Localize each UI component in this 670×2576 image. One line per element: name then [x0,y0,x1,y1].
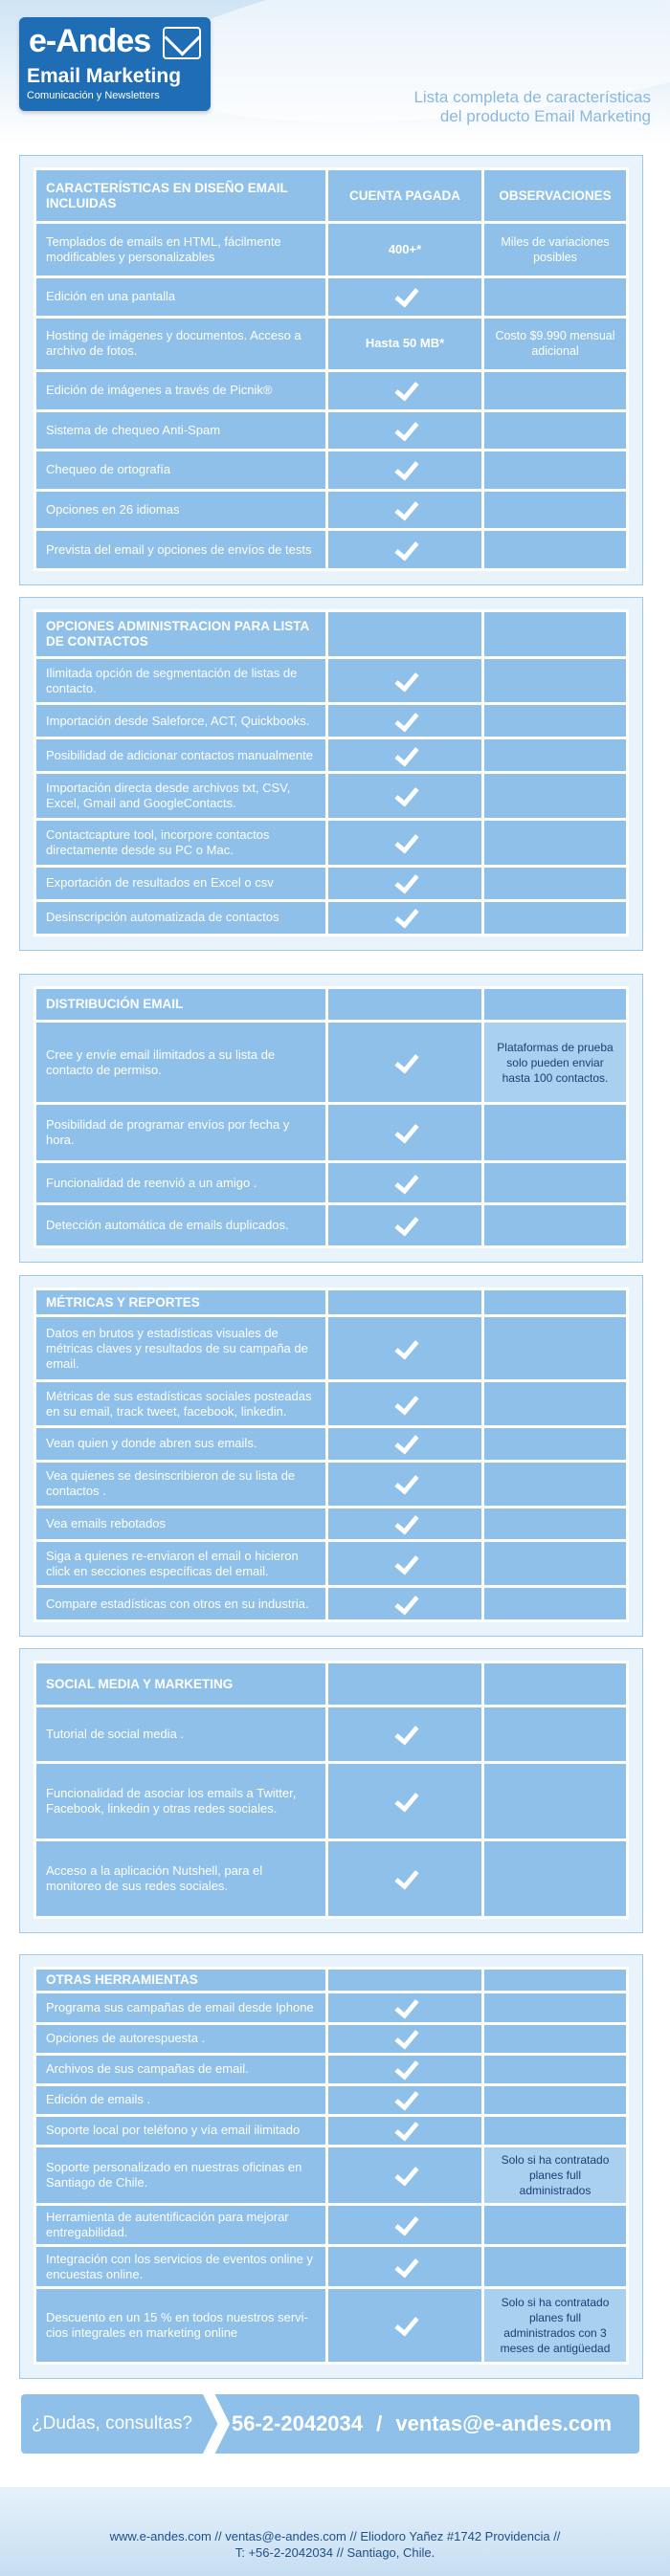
feature-included [328,2086,481,2114]
table-row [36,659,626,703]
table-row [36,1841,626,1916]
table-row [36,1508,626,1540]
feature-label: Importación desde Saleforce, ACT, Quickbooks. [36,705,325,737]
table-row [36,1463,626,1506]
feature-label: Acceso a la aplicación Nutshell, para el monitoreo de sus redes sociales. [36,1841,325,1916]
column-header-plan [328,1290,481,1314]
observation-cell-empty [484,2117,626,2145]
column-header-plan [328,1970,481,1991]
feature-label: Archivos de sus campañas de email. [36,2056,325,2083]
feature-label: Hosting de imágenes y documentos. Acceso a archivo de fotos. [36,319,325,369]
table-row [36,1707,626,1761]
section-herramientas [19,1954,643,2379]
feature-label: Soporte local por teléfono y vía email ilimitado [36,2117,325,2145]
observation-cell-empty [484,2247,626,2285]
feature-included [328,1428,481,1460]
feature-label: Herramienta de autentificación para mejorar entregabilidad. [36,2206,325,2244]
feature-included [328,821,481,865]
feature-included [328,2056,481,2083]
checkmark-icon [391,1122,418,1139]
checkmark-icon [391,1433,418,1450]
section-title: OTRAS HERRAMIENTAS [36,1970,325,1991]
feature-included [328,492,481,529]
observation-cell-empty [484,2056,626,2083]
table-row [36,821,626,865]
section-title: CARACTERÍSTICAS EN DISEÑO EMAIL INCLUIDAS [36,170,325,221]
column-header-plan [328,612,481,656]
column-header-observaciones [484,1663,626,1705]
observation-cell-empty [484,1764,626,1838]
observation-cell-empty [484,821,626,865]
table-row [36,1542,626,1585]
feature-included [328,1105,481,1160]
section-distribucion [19,974,643,1263]
feature-label: Posibilidad de programar envíos por fecha y hora. [36,1105,325,1160]
observation-cell [484,319,626,369]
checkmark-icon [391,459,418,476]
feature-label: Tutorial de social media . [36,1707,325,1761]
tagline: Comunicación y Newsletters [27,90,160,101]
observation-cell-empty [484,659,626,703]
checkmark-icon [391,1394,418,1411]
checkmark-icon [391,1868,418,1885]
checkmark-icon [391,711,418,728]
table-row [36,1163,626,1203]
feature-label: Programa sus campañas de email desde Iphone [36,1993,325,2021]
checkmark-icon [391,832,418,849]
observation-cell-empty [484,1993,626,2021]
feature-included [328,1163,481,1203]
observation-cell-empty [484,412,626,450]
section-title: OPCIONES ADMINISTRACION PARA LISTA DE CONTACTOS [36,612,325,656]
feature-value: 400+* [328,224,481,275]
envelope-icon [163,27,201,59]
checkmark-icon [391,1513,418,1530]
checkmark-icon [391,671,418,688]
table-row [36,902,626,934]
observation-cell-empty [484,1588,626,1619]
table-row [36,774,626,818]
table-row [36,492,626,529]
observation-cell-empty [484,1707,626,1761]
feature-included [328,2147,481,2203]
section-contactos [19,597,643,951]
checkmark-icon [391,785,418,803]
feature-label: Datos en brutos y estadísticas visuales de métricas claves y resultados de su campaña de email. [36,1317,325,1379]
observation-cell-empty [484,1382,626,1425]
table-row [36,739,626,771]
feature-label: Cree y envíe email ilimitados a su lista de contacto de permiso. [36,1023,325,1102]
page-subtitle: Lista completa de características del producto Email Marketing [413,88,651,125]
contact-bar [21,2394,639,2454]
checkmark-icon [391,2257,418,2274]
feature-label: Compare estadísticas con otros en su industria. [36,1588,325,1619]
observation-cell [484,2289,626,2362]
table-row [36,224,626,275]
feature-label: Descuento en un 15 % en todos nuestros servi-cios integrales en marketing online [36,2289,325,2362]
feature-included [328,1317,481,1379]
feature-included [328,2117,481,2145]
observation-cell-empty [484,1105,626,1160]
observation-cell-empty [484,1428,626,1460]
feature-label: Edición en una pantalla [36,278,325,316]
feature-label: Siga a quienes re-enviaron el email o hicieron click en secciones específicas del email. [36,1542,325,1585]
feature-label: Exportación de resultados en Excel o csv [36,868,325,899]
feature-label: Funcionalidad de reenvió a un amigo . [36,1163,325,1203]
logo[interactable] [19,17,211,111]
feature-included [328,705,481,737]
feature-label: Edición de imágenes a través de Picnik® [36,372,325,409]
table-row [36,2086,626,2114]
table-row [36,1023,626,1102]
feature-included [328,1841,481,1916]
observation-cell-empty [484,278,626,316]
checkmark-icon [391,1594,418,1611]
observation-cell-empty [484,739,626,771]
feature-included [328,1382,481,1425]
table-row [36,278,626,316]
observation-cell-empty [484,774,626,818]
checkmark-icon [391,2214,418,2232]
feature-included [328,1508,481,1540]
table-row [36,1588,626,1619]
observation-text: Solo si ha contratado planes full administrados con 3 meses de antigüedad [500,2295,611,2355]
checkmark-icon [391,286,418,303]
observation-cell-empty [484,2086,626,2114]
observation-cell-empty [484,2206,626,2244]
checkmark-icon [391,907,418,924]
table-row [36,2247,626,2285]
feature-table [34,167,629,571]
feature-label: Contactcapture tool, incorpore contactos directamente desde su PC o Mac. [36,821,325,865]
feature-included [328,2025,481,2053]
feature-label: Templados de emails en HTML, fácilmente modificables y personalizables [36,224,325,275]
feature-value: Hasta 50 MB* [328,319,481,369]
contact-email[interactable]: ventas@e-andes.com [395,2411,613,2435]
table-header-row [36,612,626,656]
column-header-plan [328,989,481,1020]
section-title: DISTRIBUCIÓN EMAIL [36,989,325,1020]
feature-label: Prevista del email y opciones de envíos de tests [36,531,325,568]
checkmark-icon [391,2028,418,2045]
observation-cell-empty [484,1542,626,1585]
product-name: Email Marketing [27,65,182,87]
checkmark-icon [391,1338,418,1355]
table-row [36,1428,626,1460]
feature-included [328,372,481,409]
feature-table [34,1288,629,1622]
checkmark-icon [391,420,418,437]
feature-included [328,2289,481,2362]
contact-phone[interactable]: 56-2-2042034 [232,2411,364,2435]
observation-cell [484,224,626,275]
checkmark-icon [391,1473,418,1490]
contact-info [232,2394,612,2454]
table-row [36,2147,626,2203]
checkmark-icon [391,2059,418,2076]
feature-label: Posibilidad de adicionar contactos manualmente [36,739,325,771]
footer-phone: T: +56-2-2042034 // Santiago, Chile. [234,2545,436,2560]
table-row [36,1205,626,1245]
feature-label: Vean quien y donde abren sus emails. [36,1428,325,1460]
table-row [36,412,626,450]
feature-label: Sistema de chequeo Anti-Spam [36,412,325,450]
column-header-observaciones [484,1290,626,1314]
column-header-observaciones [484,612,626,656]
checkmark-icon [391,1791,418,1808]
checkmark-icon [391,1215,418,1232]
feature-included [328,531,481,568]
feature-label: Edición de emails . [36,2086,325,2114]
observation-cell-empty [484,1163,626,1203]
contact-question: ¿Dudas, consultas? [32,2413,192,2433]
checkmark-icon [391,539,418,557]
feature-label: Desinscripción automatizada de contactos [36,902,325,934]
observation-cell-empty [484,372,626,409]
feature-included [328,659,481,703]
table-row [36,451,626,489]
table-row [36,2289,626,2362]
table-row [36,319,626,369]
feature-table [34,609,629,936]
feature-table [34,1967,629,2365]
feature-included [328,739,481,771]
feature-label: Integración con los servicios de eventos online y encuestas online. [36,2247,325,2285]
page-footer [0,2487,670,2576]
feature-label: Funcionalidad de asociar los emails a Twitter, Facebook, linkedin y otras redes sociales. [36,1764,325,1838]
checkmark-icon [391,2120,418,2137]
table-row [36,705,626,737]
feature-included [328,1588,481,1619]
observation-cell-empty [484,2025,626,2053]
feature-included [328,868,481,899]
feature-included [328,1993,481,2021]
feature-included [328,2247,481,2285]
observation-cell-empty [484,1463,626,1506]
checkmark-icon [391,499,418,517]
observation-cell-empty [484,705,626,737]
feature-table [34,986,629,1248]
feature-label: Métricas de sus estadísticas sociales posteadas en su email, track tweet, facebook, linkedin. [36,1382,325,1425]
table-header-row [36,1970,626,1991]
feature-included [328,1542,481,1585]
feature-label: Detección automática de emails duplicados. [36,1205,325,1245]
feature-included [328,412,481,450]
table-header-row [36,1663,626,1705]
table-row [36,531,626,568]
feature-included [328,902,481,934]
feature-included [328,1707,481,1761]
footer-address: www.e-andes.com // ventas@e-andes.com // Eliodoro Yañez #1742 Providencia // [109,2529,561,2543]
table-row [36,2206,626,2244]
feature-included [328,278,481,316]
observation-cell-empty [484,492,626,529]
checkmark-icon [391,2315,418,2332]
feature-label: Soporte personalizado en nuestras oficinas en Santiago de Chile. [36,2147,325,2203]
table-row [36,1993,626,2021]
table-row [36,1105,626,1160]
observation-cell-empty [484,868,626,899]
contact-separator: / [376,2411,383,2435]
column-header-plan: CUENTA PAGADA [328,170,481,221]
observation-cell-empty [484,451,626,489]
feature-label: Importación directa desde archivos txt, CSV, Excel, Gmail and GoogleContacts. [36,774,325,818]
section-diseno [19,155,643,585]
table-row [36,2056,626,2083]
table-row [36,372,626,409]
feature-included [328,451,481,489]
feature-label: Ilimitada opción de segmentación de listas de contacto. [36,659,325,703]
section-social [19,1648,643,1933]
feature-included [328,1463,481,1506]
observation-cell-empty [484,531,626,568]
feature-label: Vea emails rebotados [36,1508,325,1540]
feature-table [34,1661,629,1919]
observation-text: Costo $9.990 mensual adicional [495,329,615,359]
feature-label: Chequeo de ortografía [36,451,325,489]
feature-included [328,1205,481,1245]
observation-cell-empty [484,1508,626,1540]
feature-label: Opciones de autorespuesta . [36,2025,325,2053]
checkmark-icon [391,872,418,890]
observation-cell-empty [484,1205,626,1245]
column-header-plan [328,1663,481,1705]
checkmark-icon [391,2089,418,2106]
table-row [36,1764,626,1838]
table-row [36,868,626,899]
feature-label: Opciones en 26 idiomas [36,492,325,529]
section-title: SOCIAL MEDIA Y MARKETING [36,1663,325,1705]
table-header-row [36,989,626,1020]
observation-text: Miles de variaciones posibles [501,235,610,265]
table-row [36,2025,626,2053]
brand-name: e-Andes [29,23,151,59]
column-header-observaciones [484,989,626,1020]
feature-label: Vea quienes se desinscribieron de su lista de contactos . [36,1463,325,1506]
checkmark-icon [391,380,418,397]
table-row [36,1317,626,1379]
observation-cell [484,1023,626,1102]
table-row [36,1382,626,1425]
checkmark-icon [391,1724,418,1741]
table-header-row [36,1290,626,1314]
chevron-divider-icon [203,2394,230,2454]
page-header [0,0,670,143]
checkmark-icon [391,1052,418,1069]
feature-included [328,1023,481,1102]
checkmark-icon [391,1173,418,1190]
column-header-observaciones: OBSERVACIONES [484,170,626,221]
observation-cell [484,2147,626,2203]
checkmark-icon [391,745,418,762]
observation-cell-empty [484,902,626,934]
section-metricas [19,1275,643,1637]
observation-cell-empty [484,1841,626,1916]
checkmark-icon [391,2165,418,2182]
feature-included [328,774,481,818]
checkmark-icon [391,1997,418,2015]
observation-text: Solo si ha contratado planes full administrados [501,2153,610,2198]
table-row [36,2117,626,2145]
observation-text: Plataformas de prueba solo pueden enviar hasta 100 contactos. [497,1040,614,1085]
section-title: MÉTRICAS Y REPORTES [36,1290,325,1314]
checkmark-icon [391,1553,418,1571]
feature-included [328,1764,481,1838]
table-header-row [36,170,626,221]
feature-included [328,2206,481,2244]
column-header-observaciones [484,1970,626,1991]
observation-cell-empty [484,1317,626,1379]
